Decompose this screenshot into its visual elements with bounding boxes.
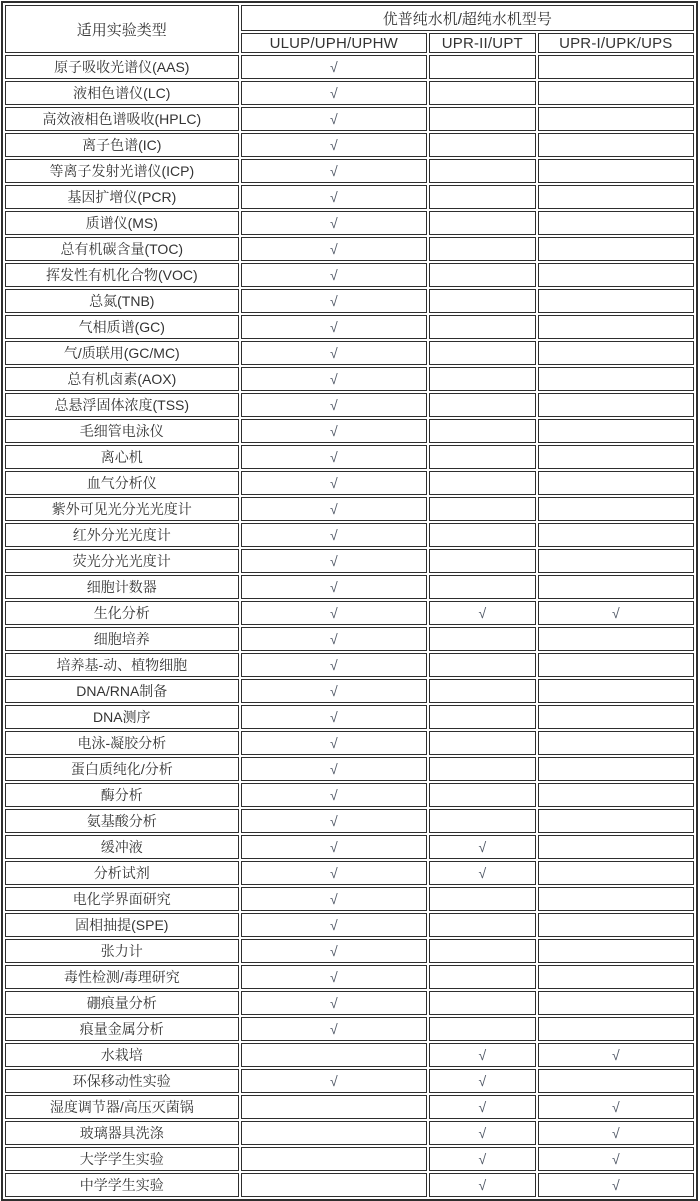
experiment-type-cell: 培养基-动、植物细胞: [5, 653, 239, 677]
empty-cell: [429, 705, 536, 729]
empty-cell: [538, 367, 694, 391]
checkmark-cell: √: [429, 861, 536, 885]
empty-cell: [429, 341, 536, 365]
empty-cell: [538, 315, 694, 339]
empty-cell: [538, 445, 694, 469]
table-row: [5, 1121, 694, 1145]
checkmark-cell: √: [241, 497, 427, 521]
empty-cell: [538, 939, 694, 963]
empty-cell: [538, 757, 694, 781]
empty-cell: [538, 341, 694, 365]
table-row: [5, 471, 694, 495]
experiment-type-cell: DNA/RNA制备: [5, 679, 239, 703]
empty-cell: [429, 965, 536, 989]
empty-cell: [538, 887, 694, 911]
table-row: [5, 783, 694, 807]
table-row: [5, 393, 694, 417]
table-body: [5, 55, 694, 1197]
empty-cell: [538, 705, 694, 729]
empty-cell: [429, 237, 536, 261]
table-row: [5, 1147, 694, 1171]
checkmark-cell: √: [429, 601, 536, 625]
empty-cell: [538, 133, 694, 157]
empty-cell: [538, 471, 694, 495]
empty-cell: [538, 653, 694, 677]
checkmark-cell: √: [538, 1043, 694, 1067]
experiment-type-cell: 硼痕量分析: [5, 991, 239, 1015]
compatibility-table: [1, 1, 698, 1201]
empty-cell: [429, 211, 536, 235]
checkmark-cell: √: [241, 341, 427, 365]
table-row: [5, 523, 694, 547]
empty-cell: [538, 523, 694, 547]
experiment-type-cell: 生化分析: [5, 601, 239, 625]
checkmark-cell: √: [241, 393, 427, 417]
model-column-header-upr-ii-upt: UPR-II/UPT: [429, 33, 536, 53]
experiment-type-cell: 总有机碳含量(TOC): [5, 237, 239, 261]
table-row: [5, 159, 694, 183]
empty-cell: [429, 679, 536, 703]
table-row: [5, 835, 694, 859]
experiment-type-cell: 固相抽提(SPE): [5, 913, 239, 937]
table-row: [5, 861, 694, 885]
empty-cell: [429, 783, 536, 807]
empty-cell: [538, 809, 694, 833]
checkmark-cell: √: [241, 315, 427, 339]
experiment-type-cell: 玻璃器具洗涤: [5, 1121, 239, 1145]
table-row: [5, 55, 694, 79]
empty-cell: [538, 627, 694, 651]
table-row: [5, 419, 694, 443]
checkmark-cell: √: [241, 757, 427, 781]
empty-cell: [538, 731, 694, 755]
empty-cell: [429, 1017, 536, 1041]
empty-cell: [429, 627, 536, 651]
table-row: [5, 1095, 694, 1119]
checkmark-cell: √: [429, 1069, 536, 1093]
experiment-type-cell: 电泳-凝胶分析: [5, 731, 239, 755]
empty-cell: [429, 367, 536, 391]
empty-cell: [241, 1121, 427, 1145]
checkmark-cell: √: [241, 731, 427, 755]
empty-cell: [429, 731, 536, 755]
experiment-type-cell: 水栽培: [5, 1043, 239, 1067]
empty-cell: [538, 289, 694, 313]
checkmark-cell: √: [241, 263, 427, 287]
checkmark-cell: √: [241, 419, 427, 443]
experiment-type-cell: 细胞计数器: [5, 575, 239, 599]
empty-cell: [429, 809, 536, 833]
table-row: [5, 887, 694, 911]
checkmark-cell: √: [429, 835, 536, 859]
empty-cell: [538, 835, 694, 859]
empty-cell: [538, 263, 694, 287]
experiment-type-cell: 分析试剂: [5, 861, 239, 885]
table-row: [5, 1069, 694, 1093]
empty-cell: [429, 315, 536, 339]
experiment-type-cell: 张力计: [5, 939, 239, 963]
checkmark-cell: √: [241, 679, 427, 703]
experiment-type-header: 适用实验类型: [5, 5, 239, 53]
checkmark-cell: √: [241, 991, 427, 1015]
empty-cell: [538, 211, 694, 235]
empty-cell: [429, 419, 536, 443]
experiment-type-cell: 大学学生实验: [5, 1147, 239, 1171]
table-row: [5, 679, 694, 703]
checkmark-cell: √: [538, 1121, 694, 1145]
empty-cell: [429, 107, 536, 131]
experiment-type-cell: 缓冲液: [5, 835, 239, 859]
checkmark-cell: √: [241, 861, 427, 885]
checkmark-cell: √: [538, 1173, 694, 1197]
checkmark-cell: √: [241, 471, 427, 495]
experiment-type-cell: 蛋白质纯化/分析: [5, 757, 239, 781]
checkmark-cell: √: [429, 1043, 536, 1067]
model-column-header-ulup-uph-uphw: ULUP/UPH/UPHW: [241, 33, 427, 53]
empty-cell: [538, 783, 694, 807]
table-row: [5, 731, 694, 755]
empty-cell: [538, 1069, 694, 1093]
checkmark-cell: √: [241, 887, 427, 911]
table-row: [5, 1043, 694, 1067]
experiment-type-cell: 细胞培养: [5, 627, 239, 651]
experiment-type-cell: 原子吸收光谱仪(AAS): [5, 55, 239, 79]
checkmark-cell: √: [241, 783, 427, 807]
experiment-type-cell: 氨基酸分析: [5, 809, 239, 833]
empty-cell: [429, 471, 536, 495]
checkmark-cell: √: [241, 159, 427, 183]
experiment-type-cell: 离心机: [5, 445, 239, 469]
experiment-type-cell: 总有机卤素(AOX): [5, 367, 239, 391]
empty-cell: [429, 939, 536, 963]
empty-cell: [429, 549, 536, 573]
table-row: [5, 81, 694, 105]
checkmark-cell: √: [241, 107, 427, 131]
experiment-type-cell: 挥发性有机化合物(VOC): [5, 263, 239, 287]
experiment-type-cell: 毒性检测/毒理研究: [5, 965, 239, 989]
empty-cell: [429, 159, 536, 183]
empty-cell: [241, 1095, 427, 1119]
checkmark-cell: √: [429, 1173, 536, 1197]
empty-cell: [538, 419, 694, 443]
table-row: [5, 705, 694, 729]
table-row: [5, 965, 694, 989]
table-row: [5, 107, 694, 131]
checkmark-cell: √: [241, 55, 427, 79]
checkmark-cell: √: [241, 367, 427, 391]
table-row: [5, 1173, 694, 1197]
table-row: [5, 913, 694, 937]
table-row: [5, 627, 694, 651]
checkmark-cell: √: [241, 549, 427, 573]
experiment-type-cell: 中学学生实验: [5, 1173, 239, 1197]
empty-cell: [429, 133, 536, 157]
empty-cell: [538, 497, 694, 521]
checkmark-cell: √: [241, 81, 427, 105]
empty-cell: [538, 159, 694, 183]
empty-cell: [429, 393, 536, 417]
checkmark-cell: √: [241, 289, 427, 313]
empty-cell: [538, 679, 694, 703]
experiment-type-cell: 总悬浮固体浓度(TSS): [5, 393, 239, 417]
experiment-type-cell: 紫外可见光分光光度计: [5, 497, 239, 521]
experiment-type-cell: 高效液相色谱吸收(HPLC): [5, 107, 239, 131]
table-row: [5, 1017, 694, 1041]
experiment-type-cell: 痕量金属分析: [5, 1017, 239, 1041]
empty-cell: [538, 393, 694, 417]
checkmark-cell: √: [241, 705, 427, 729]
checkmark-cell: √: [241, 835, 427, 859]
empty-cell: [538, 861, 694, 885]
table-row: [5, 575, 694, 599]
experiment-type-cell: DNA测序: [5, 705, 239, 729]
table-row: [5, 367, 694, 391]
checkmark-cell: √: [429, 1147, 536, 1171]
experiment-type-cell: 液相色谱仪(LC): [5, 81, 239, 105]
checkmark-cell: √: [241, 1069, 427, 1093]
table-row: [5, 263, 694, 287]
checkmark-cell: √: [241, 185, 427, 209]
empty-cell: [538, 107, 694, 131]
empty-cell: [538, 575, 694, 599]
checkmark-cell: √: [241, 523, 427, 547]
empty-cell: [538, 913, 694, 937]
checkmark-cell: √: [241, 913, 427, 937]
models-group-header: 优普纯水机/超纯水机型号: [241, 5, 694, 31]
model-column-header-upr-i-upk-ups: UPR-I/UPK/UPS: [538, 33, 694, 53]
empty-cell: [429, 523, 536, 547]
empty-cell: [429, 445, 536, 469]
experiment-type-cell: 气/质联用(GC/MC): [5, 341, 239, 365]
empty-cell: [429, 575, 536, 599]
table-row: [5, 809, 694, 833]
experiment-type-cell: 质谱仪(MS): [5, 211, 239, 235]
table-row: [5, 211, 694, 235]
experiment-type-cell: 环保移动性实验: [5, 1069, 239, 1093]
empty-cell: [429, 653, 536, 677]
table-row: [5, 653, 694, 677]
experiment-type-cell: 毛细管电泳仪: [5, 419, 239, 443]
experiment-type-cell: 总氮(TNB): [5, 289, 239, 313]
checkmark-cell: √: [429, 1121, 536, 1145]
table-row: [5, 185, 694, 209]
empty-cell: [429, 991, 536, 1015]
table-row: [5, 549, 694, 573]
empty-cell: [538, 1017, 694, 1041]
table-row: [5, 445, 694, 469]
empty-cell: [429, 81, 536, 105]
empty-cell: [538, 991, 694, 1015]
empty-cell: [538, 965, 694, 989]
checkmark-cell: √: [241, 445, 427, 469]
checkmark-cell: √: [241, 965, 427, 989]
experiment-type-cell: 荧光分光光度计: [5, 549, 239, 573]
experiment-type-cell: 红外分光光度计: [5, 523, 239, 547]
empty-cell: [241, 1043, 427, 1067]
empty-cell: [429, 55, 536, 79]
empty-cell: [538, 185, 694, 209]
table-row: [5, 497, 694, 521]
header-group-row: [5, 5, 694, 31]
empty-cell: [538, 549, 694, 573]
empty-cell: [241, 1173, 427, 1197]
table-row: [5, 133, 694, 157]
empty-cell: [429, 757, 536, 781]
checkmark-cell: √: [241, 939, 427, 963]
empty-cell: [538, 237, 694, 261]
empty-cell: [538, 81, 694, 105]
empty-cell: [429, 497, 536, 521]
checkmark-cell: √: [241, 1017, 427, 1041]
experiment-type-cell: 气相质谱(GC): [5, 315, 239, 339]
empty-cell: [429, 913, 536, 937]
table-row: [5, 315, 694, 339]
checkmark-cell: √: [538, 1095, 694, 1119]
experiment-type-cell: 电化学界面研究: [5, 887, 239, 911]
table-row: [5, 757, 694, 781]
experiment-type-cell: 血气分析仪: [5, 471, 239, 495]
empty-cell: [429, 887, 536, 911]
checkmark-cell: √: [241, 601, 427, 625]
checkmark-cell: √: [241, 809, 427, 833]
experiment-type-cell: 酶分析: [5, 783, 239, 807]
empty-cell: [429, 185, 536, 209]
table-row: [5, 939, 694, 963]
empty-cell: [429, 263, 536, 287]
empty-cell: [538, 55, 694, 79]
checkmark-cell: √: [241, 575, 427, 599]
table-row: [5, 991, 694, 1015]
checkmark-cell: √: [241, 627, 427, 651]
checkmark-cell: √: [241, 237, 427, 261]
empty-cell: [429, 289, 536, 313]
table-row: [5, 237, 694, 261]
experiment-type-cell: 等离子发射光谱仪(ICP): [5, 159, 239, 183]
checkmark-cell: √: [241, 211, 427, 235]
experiment-type-cell: 基因扩增仪(PCR): [5, 185, 239, 209]
experiment-type-cell: 湿度调节器/高压灭菌锅: [5, 1095, 239, 1119]
table-row: [5, 601, 694, 625]
checkmark-cell: √: [241, 653, 427, 677]
experiment-type-cell: 离子色谱(IC): [5, 133, 239, 157]
checkmark-cell: √: [538, 1147, 694, 1171]
checkmark-cell: √: [538, 601, 694, 625]
table-row: [5, 341, 694, 365]
checkmark-cell: √: [241, 133, 427, 157]
table-row: [5, 289, 694, 313]
checkmark-cell: √: [429, 1095, 536, 1119]
empty-cell: [241, 1147, 427, 1171]
